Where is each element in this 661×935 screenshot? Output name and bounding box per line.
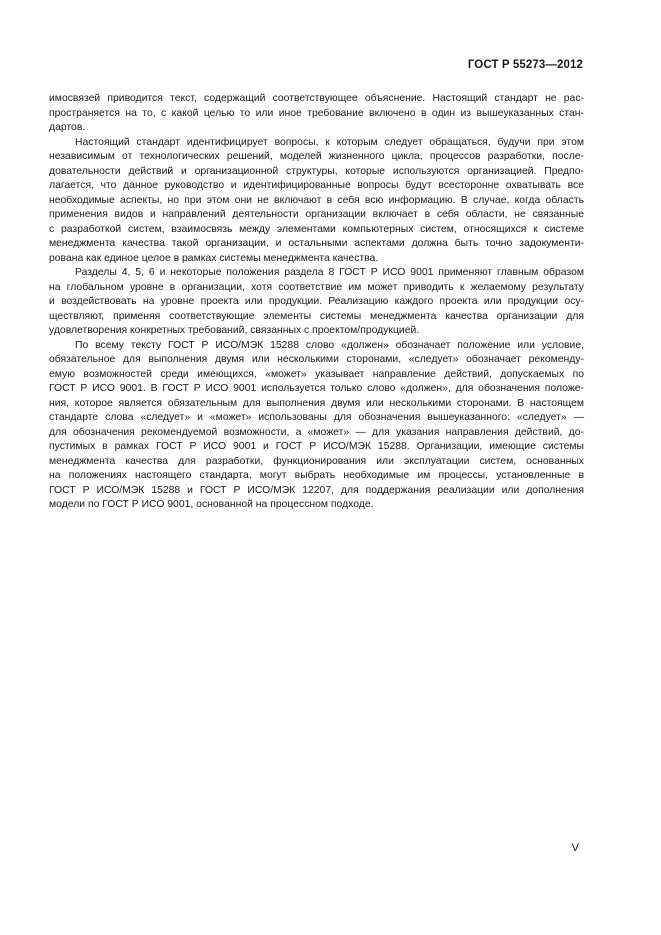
text-line: имосвязей приводится текст, содержащий соответствующее объяснение. Настоящий стандарт не рас- — [49, 93, 584, 104]
text-line: дартов. — [49, 122, 86, 133]
text-line: рована как единое целое в рамках системы менеджмента качества. — [49, 252, 379, 264]
text-line: на глобальном уровне в организации, хотя соответствие им может приводить к желаемому результату — [49, 281, 584, 293]
text-line: ния, которое является обязательным для выполнения двумя или несколькими сторонами. В настоящем — [49, 397, 584, 409]
document-header-standard-number: ГОСТ Р 55273—2012 — [467, 59, 583, 71]
text-line: применения видов и направлений деятельности организации включает в себя области, не связанные — [49, 209, 584, 220]
paragraph — [49, 92, 584, 136]
text-line: довательности действий и организационной структуры, которые используются организацией. Предпо- — [49, 165, 584, 177]
text-line: менеджмента качества для разработки, функционирования или эксплуатации систем, основанных — [49, 455, 584, 467]
text-line: ГОСТ Р ИСО 9001. В ГОСТ Р ИСО 9001 используется только слово «должен», для обозначения положе- — [49, 383, 584, 394]
paragraph — [49, 266, 584, 339]
paragraph — [49, 136, 584, 267]
page-number: V — [571, 842, 579, 854]
text-line: необходимые аспекты, но при этом они не включают в себя всю информацию. В случае, когда область — [49, 194, 584, 206]
text-line: модели по ГОСТ Р ИСО 9001, основанной на процессном подходе. — [49, 499, 374, 510]
text-line: емую возможностей среди имеющихся, «может» указывает направление действий, допускаемых по — [49, 368, 584, 380]
text-line: ГОСТ Р ИСО/МЭК 15288 и ГОСТ Р ИСО/МЭК 12207, для поддержания реализации или дополнения — [49, 484, 584, 496]
text-line: пустимых в рамках ГОСТ Р ИСО 9001 и ГОСТ Р ИСО/МЭК 15288. Организации, имеющие системы — [49, 441, 584, 452]
text-line: Настоящий стандарт идентифицирует вопросы, к которым следует обращаться, будучи при этом — [75, 136, 584, 148]
text-line: менеджмента качества такой организации, и остальными аспектами должна быть точно задокументи- — [49, 238, 584, 249]
text-line: на положениях настоящего стандарта, могут выбрать необходимые им процессы, установленные в — [49, 470, 584, 481]
text-line: лагается, что данное руководство и идентифицированные вопросы будут всесторонне охватывать все — [49, 180, 584, 191]
document-body — [49, 92, 584, 513]
text-line: независимым от технологических решений, моделей жизненного цикла, процессов разработки, после- — [49, 151, 584, 162]
text-line: и воздействовать на уровне проекта или продукции. Реализацию каждого проекта или продукции осу- — [49, 296, 584, 307]
text-line: Разделы 4, 5, 6 и некоторые положения раздела 8 ГОСТ Р ИСО 9001 применяют главным образом — [75, 267, 584, 278]
text-line: По всему тексту ГОСТ Р ИСО/МЭК 15288 слово «должен» обозначает положение или условие, — [75, 339, 584, 351]
text-line: для обозначения рекомендуемой возможности, а «может» — для указания направления действий, до- — [49, 426, 584, 438]
text-line: обязательное для выполнения двумя или несколькими сторонами, «следует» обозначает рекоменду- — [49, 354, 584, 365]
text-line: ществляют, применяя соответствующие элементы системы менеджмента качества организации для — [49, 310, 584, 322]
text-line: пространяется на то, с какой целью то или иное требование включено в один из вышеуказанных стан- — [49, 107, 584, 119]
text-line: стандарте слова «следует» и «может» использованы для обозначения вышеуказанного: «следует» — — [49, 412, 584, 423]
paragraph — [49, 339, 584, 513]
text-line: удовлетворения конкретных требований, связанных с проектом/продукцией. — [49, 325, 420, 336]
text-line: с разработкой систем, взаимосвязь между элементами компьютерных систем, относящихся к системе — [49, 223, 584, 235]
